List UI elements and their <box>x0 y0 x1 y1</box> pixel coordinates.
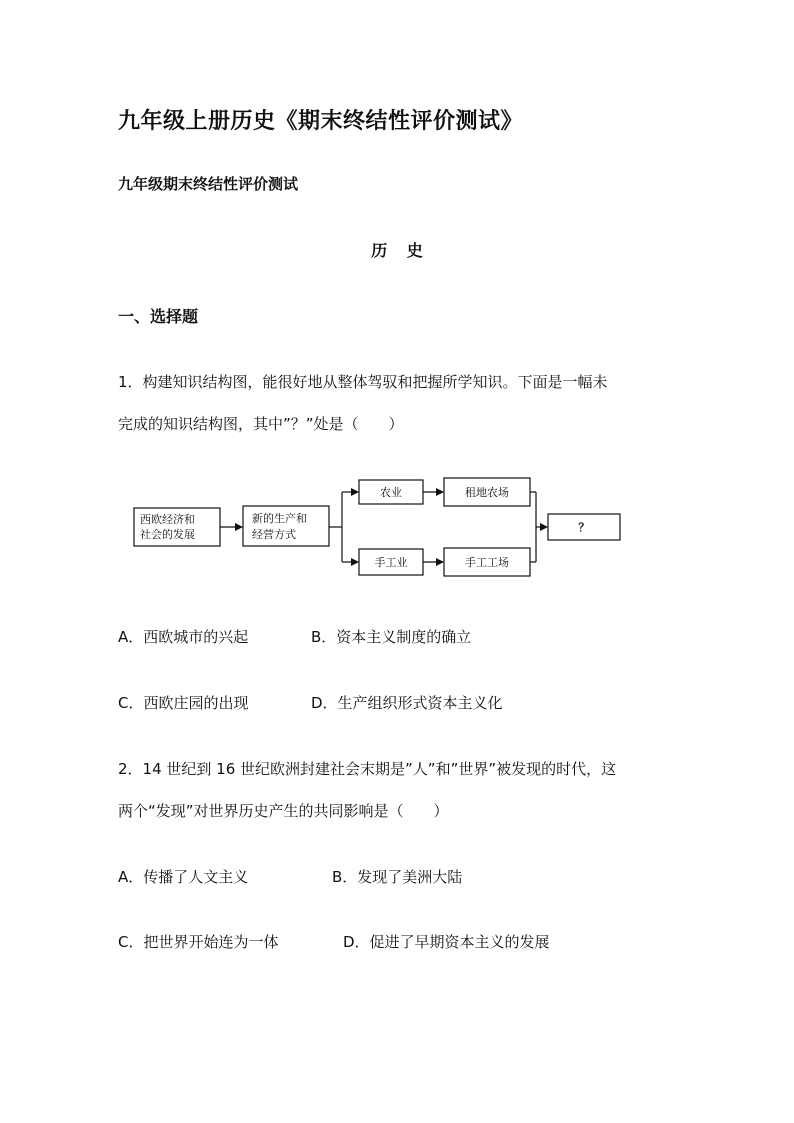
diagram-node-economy-line-1: 西欧经济和 <box>140 513 195 526</box>
question-2-option-b: B．发现了美洲大陆 <box>332 868 463 886</box>
diagram-node-production-line-1: 新的生产和 <box>252 512 307 525</box>
question-2-option-a: A．传播了人文主义 <box>118 868 249 886</box>
document-subtitle: 九年级期末终结性评价测试 <box>118 175 299 193</box>
diagram-node-unknown-label: ？ <box>578 521 590 534</box>
question-1-option-d: D．生产组织形式资本主义化 <box>311 694 503 712</box>
question-2-option-c: C．把世界开始连为一体 <box>118 933 279 951</box>
knowledge-structure-diagram <box>128 472 628 582</box>
diagram-node-production-line-2: 经营方式 <box>252 528 296 541</box>
question-2-stem-line-1: 2．14 世纪到 16 世纪欧洲封建社会末期是”人”和”世界”被发现的时代，这 <box>118 760 617 778</box>
section-heading: 一、选择题 <box>118 307 199 326</box>
question-1-stem-line-1: 1．构建知识结构图，能很好地从整体驾驭和把握所学知识。下面是一幅未 <box>118 373 608 391</box>
question-1-stem-line-2: 完成的知识结构图，其中”？”处是（ ） <box>118 415 404 433</box>
diagram-node-economy-line-2: 社会的发展 <box>140 528 195 541</box>
subject-heading: 历 史 <box>371 241 423 260</box>
question-1-option-c: C．西欧庄园的出现 <box>118 694 249 712</box>
diagram-node-handicraft-label: 手工业 <box>374 556 408 569</box>
diagram-node-workshop-label: 手工工场 <box>465 556 509 569</box>
diagram-node-manor-farm-label: 租地农场 <box>465 486 509 499</box>
question-2-option-d: D．促进了早期资本主义的发展 <box>343 933 550 951</box>
diagram-node-agriculture-label: 农业 <box>380 486 402 499</box>
document-title: 九年级上册历史《期末终结性评价测试》 <box>118 109 524 134</box>
question-1-option-a: A．西欧城市的兴起 <box>118 628 249 646</box>
question-2-stem-line-2: 两个“发现”对世界历史产生的共同影响是（ ） <box>118 802 449 820</box>
question-1-option-b: B．资本主义制度的确立 <box>311 628 472 646</box>
